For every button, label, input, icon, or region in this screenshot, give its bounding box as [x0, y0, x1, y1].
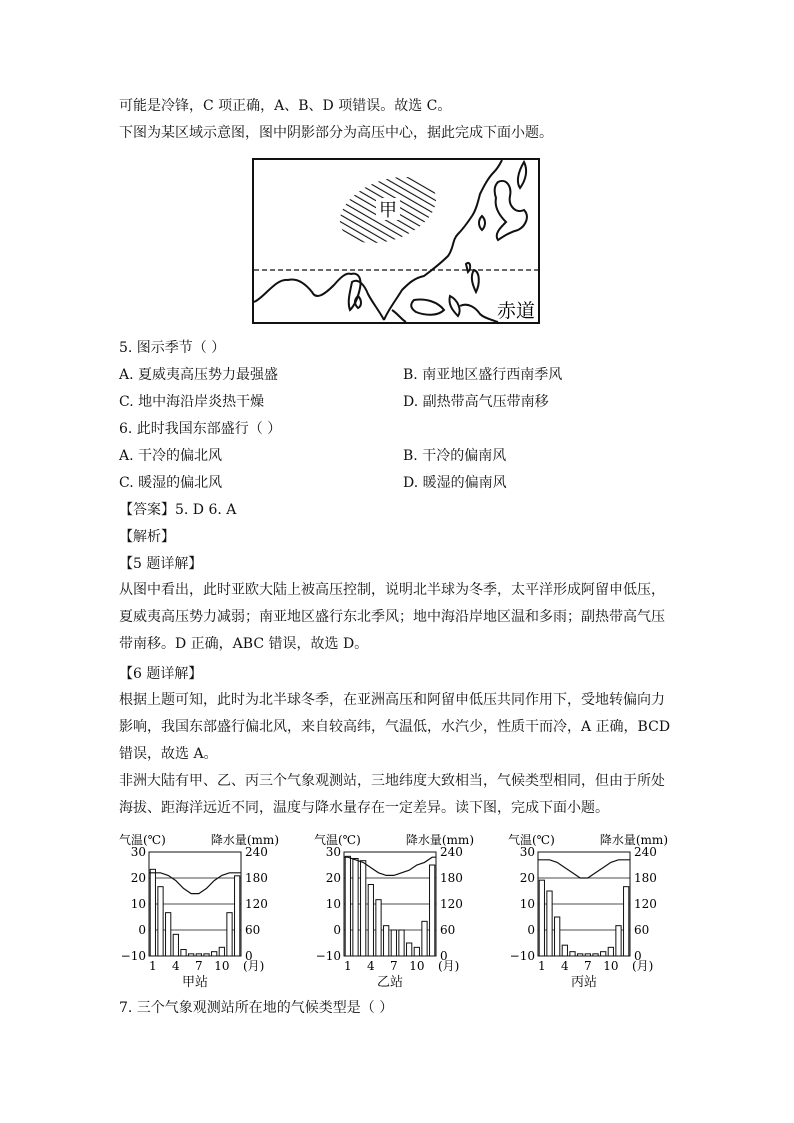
temp-tick-label: 20 — [325, 871, 341, 885]
precip-bar — [345, 856, 350, 956]
question-7: 7. 三个气象观测站所在地的气候类型是（ ） — [119, 1000, 394, 1016]
analysis-heading: 【解析】 — [119, 529, 175, 545]
precip-bar — [219, 947, 224, 956]
precip-bar — [150, 869, 155, 956]
temp-axis-label: 气温(℃) — [508, 833, 555, 847]
temp-tick-label: 20 — [130, 871, 146, 885]
precip-bar — [189, 954, 194, 956]
precip-bar — [181, 950, 186, 957]
detail-6-heading: 【6 题详解】 — [119, 666, 203, 682]
equator-label: 赤道 — [496, 300, 536, 322]
precip-tick-label: 120 — [634, 897, 657, 911]
precip-tick-label: 180 — [440, 871, 463, 885]
precip-bar — [601, 952, 606, 956]
precip-bar — [391, 930, 396, 956]
precip-bar — [361, 861, 366, 956]
precip-tick-label: 60 — [440, 923, 456, 937]
temp-axis-label: 气温(℃) — [314, 833, 361, 847]
precip-bar — [585, 954, 590, 956]
q6-option-c: C. 暖湿的偏北风 — [119, 475, 223, 491]
sulawesi — [449, 296, 459, 316]
precip-bar — [593, 954, 598, 956]
precip-bar — [422, 921, 427, 956]
temp-tick-label: 30 — [325, 845, 341, 859]
precip-bar — [368, 885, 373, 957]
month-tick-label: 1 — [538, 959, 546, 973]
korea — [479, 216, 485, 230]
region-map — [252, 158, 540, 324]
precip-tick-label: 240 — [634, 845, 657, 859]
precip-bar — [158, 887, 163, 956]
japan-islands — [495, 181, 527, 240]
temp-tick-label: 30 — [130, 845, 146, 859]
precip-tick-label: 60 — [634, 923, 650, 937]
precip-tick-label: 240 — [245, 845, 268, 859]
precip-bar — [212, 952, 217, 956]
precip-bar — [624, 887, 629, 956]
precip-axis-label: 降水量(mm) — [405, 833, 474, 847]
station-name: 乙站 — [376, 975, 404, 990]
borneo — [411, 299, 444, 314]
precip-bar — [562, 945, 567, 956]
region-map-svg — [254, 160, 538, 322]
month-tick-label: 1 — [149, 959, 157, 973]
month-unit-label: (月) — [243, 959, 265, 973]
month-tick-label: 7 — [195, 959, 203, 973]
precip-bar — [407, 943, 412, 956]
station-name: 甲站 — [181, 975, 209, 990]
precip-bar — [578, 954, 583, 956]
climate-chart-jia — [119, 830, 279, 992]
precip-bar — [399, 930, 404, 956]
temp-tick-label: 0 — [138, 923, 146, 937]
temp-tick-label: −10 — [509, 949, 535, 963]
precip-tick-label: 120 — [440, 897, 463, 911]
high-pressure-label: 甲 — [379, 200, 397, 221]
precip-bar — [430, 865, 435, 956]
precip-bar — [539, 880, 544, 956]
month-tick-label: 10 — [603, 959, 619, 973]
month-tick-label: 7 — [584, 959, 592, 973]
precip-bar — [353, 859, 358, 957]
temp-tick-label: 10 — [130, 897, 146, 911]
temp-tick-label: 10 — [325, 897, 341, 911]
q5-option-c: C. 地中海沿岸炎热干燥 — [119, 394, 265, 410]
precip-tick-label: 180 — [245, 871, 268, 885]
question-5: 5. 图示季节（ ） — [119, 340, 226, 356]
precip-tick-label: 0 — [634, 949, 642, 963]
temp-tick-label: 0 — [527, 923, 535, 937]
month-tick-label: 1 — [344, 959, 352, 973]
temp-axis-label: 气温(℃) — [119, 833, 166, 847]
temp-tick-label: −10 — [120, 949, 146, 963]
precip-bar — [235, 876, 240, 956]
climate-chart-jia-svg — [119, 830, 279, 992]
temperature-line — [538, 860, 630, 878]
map-question-intro: 下图为某区域示意图，图中阴影部分为高压中心，据此完成下面小题。 — [119, 125, 553, 141]
question-6: 6. 此时我国东部盛行（ ） — [119, 421, 282, 437]
precip-bar — [616, 926, 621, 956]
precip-bar — [547, 891, 552, 956]
temp-tick-label: −10 — [315, 949, 341, 963]
precip-tick-label: 240 — [440, 845, 463, 859]
detail-6-body: 根据上题可知，此时为北半球冬季，在亚洲高压和阿留申低压共同作用下，受地转偏向力影响，我国东部盛行偏北风，来自较高纬，气温低，水汽少，性质干而冷，A 正确，BCD 错误，故选 A。 — [119, 692, 671, 762]
month-tick-label: 4 — [172, 959, 180, 973]
month-unit-label: (月) — [438, 959, 460, 973]
precip-bar — [376, 900, 381, 956]
precip-tick-label: 0 — [245, 949, 253, 963]
month-tick-label: 7 — [390, 959, 398, 973]
precip-bar — [166, 913, 171, 956]
month-tick-label: 4 — [367, 959, 375, 973]
climate-chart-yi — [314, 830, 474, 992]
precip-axis-label: 降水量(mm) — [599, 833, 668, 847]
precip-bar — [227, 913, 232, 956]
detail-5-body: 从图中看出，此时亚欧大陆上被高压控制，说明北半球为冬季，太平洋形成阿留申低压，夏威夷高压势力减弱；南亚地区盛行东北季风；地中海沿岸地区温和多雨；副热带高气压带南移。D 正确，ABC 错误，故选 D。 — [119, 582, 665, 652]
q5-option-b: B. 南亚地区盛行西南季风 — [403, 367, 563, 383]
q5-option-a: A. 夏威夷高压势力最强盛 — [119, 367, 279, 383]
temp-tick-label: 30 — [519, 845, 535, 859]
temp-tick-label: 10 — [519, 897, 535, 911]
q6-option-b: B. 干冷的偏南风 — [403, 448, 507, 464]
precip-tick-label: 60 — [245, 923, 261, 937]
precip-bar — [414, 947, 419, 956]
temp-tick-label: 20 — [519, 871, 535, 885]
month-tick-label: 10 — [409, 959, 425, 973]
philippines — [472, 270, 479, 292]
new-guinea — [460, 305, 498, 322]
climate-chart-bing — [508, 830, 668, 992]
temp-tick-label: 0 — [333, 923, 341, 937]
previous-answer-end: 可能是冷锋，C 项正确，A、B、D 项错误。故选 C。 — [119, 98, 452, 114]
precip-bar — [204, 954, 209, 956]
precip-tick-label: 180 — [634, 871, 657, 885]
question-7-intro: 非洲大陆有甲、乙、丙三个气象观测站，三地纬度大致相当，气候类型相同，但由于所处海拔、距海洋远近不同，温度与降水量存在一定差异。读下图，完成下面小题。 — [119, 773, 665, 816]
sumatra — [392, 310, 406, 322]
q5-option-d: D. 副热带高气压带南移 — [403, 394, 549, 410]
month-unit-label: (月) — [632, 959, 654, 973]
precip-axis-label: 降水量(mm) — [210, 833, 279, 847]
precip-bar — [608, 947, 613, 956]
month-tick-label: 4 — [561, 959, 569, 973]
precip-bar — [173, 934, 178, 956]
precip-bar — [384, 926, 389, 956]
q6-option-a: A. 干冷的偏北风 — [119, 448, 223, 464]
precip-tick-label: 120 — [245, 897, 268, 911]
station-name: 丙站 — [570, 975, 598, 990]
sakhalin — [518, 162, 526, 188]
month-tick-label: 10 — [214, 959, 230, 973]
answer-line: 【答案】5. D 6. A — [119, 502, 237, 518]
precip-bar — [196, 954, 201, 956]
detail-5-heading: 【5 题详解】 — [119, 556, 203, 572]
climate-chart-yi-svg — [314, 830, 474, 992]
q6-option-d: D. 暖湿的偏南风 — [403, 475, 507, 491]
precip-bar — [555, 917, 560, 956]
precip-tick-label: 0 — [440, 949, 448, 963]
climate-chart-bing-svg — [508, 830, 668, 992]
precip-bar — [570, 952, 575, 956]
